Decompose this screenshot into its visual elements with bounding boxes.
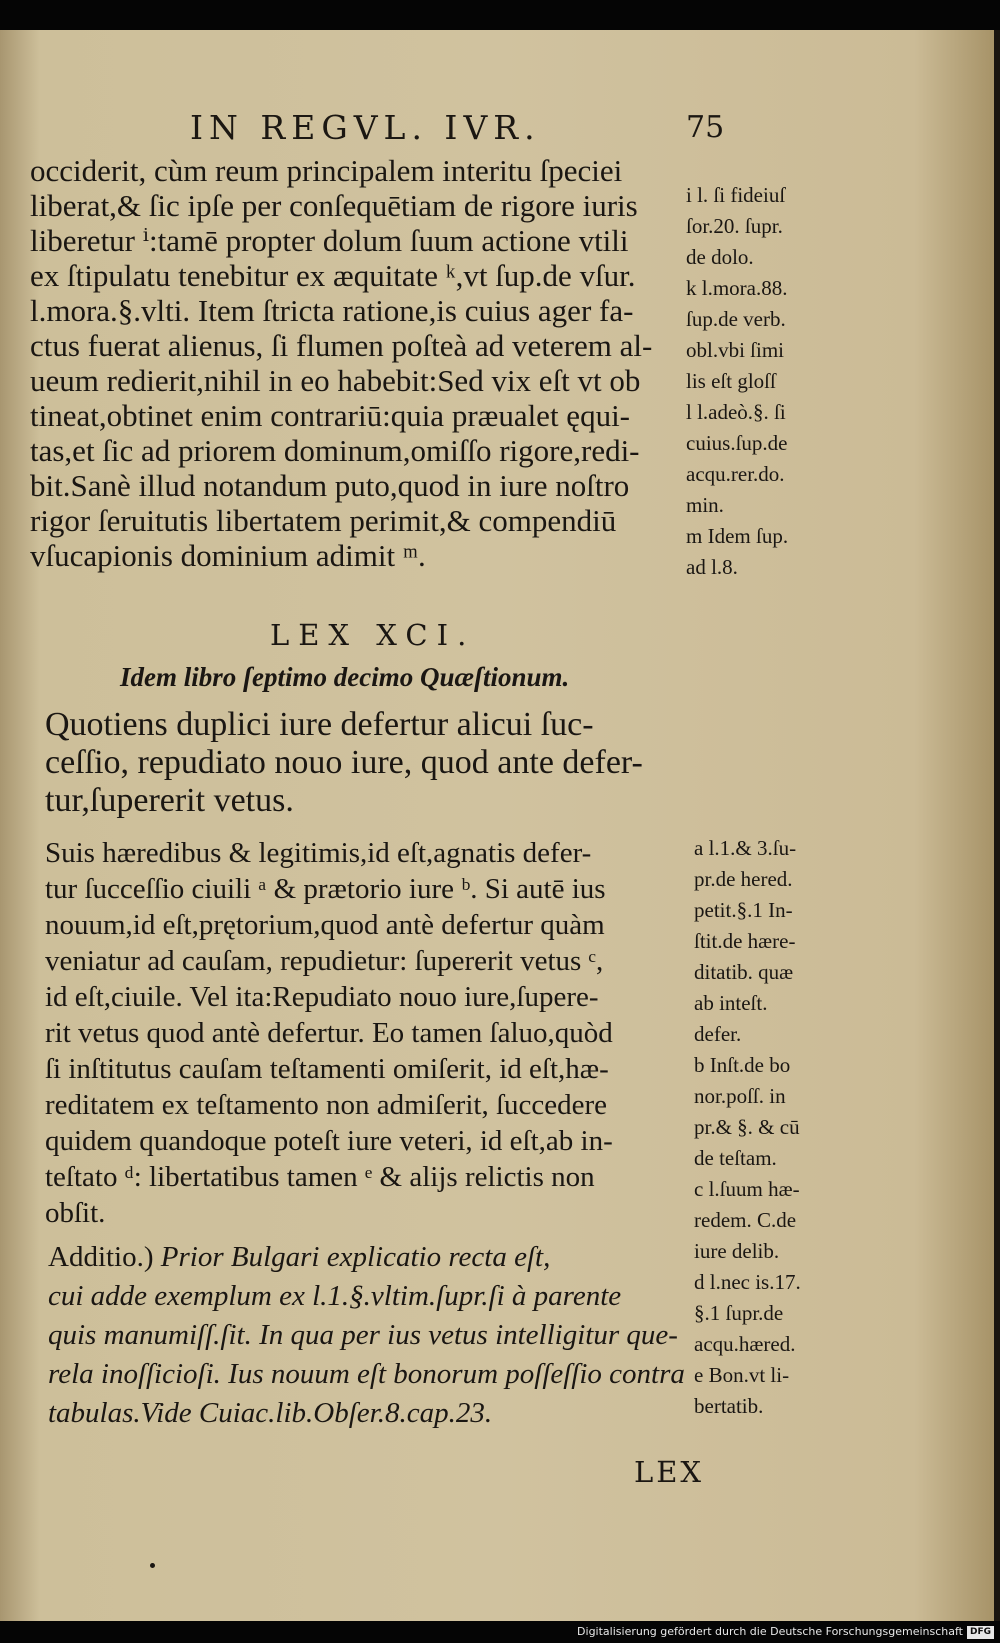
text-line: ueum redierit,nihil in eo habebit:Sed vix eſt vt ob (30, 363, 641, 398)
text-line: l.mora.§.vlti. Item ſtricta ratione,is cuius ager fa- (30, 293, 634, 328)
text-line: bit.Sanè illud notandum puto,quod in iure noſtro (30, 468, 630, 503)
commentary-line: ſi inſtitutus cauſam teſtamenti omiſerit, id eſt,hæ- (45, 1053, 609, 1085)
additio-line: rela inoſſicioſi. Ius nouum eſt bonorum poſſeſſio contra (48, 1358, 685, 1390)
book-page (0, 30, 1000, 1621)
additio-text: Prior Bulgari explicatio recta eſt, (160, 1241, 551, 1273)
marginal-note: ſup.de verb. (686, 307, 786, 331)
marginal-note: §.1 ſupr.de (694, 1301, 784, 1325)
marginal-note: petit.§.1 In- (694, 898, 793, 922)
commentary-line: veniatur ad cauſam, repudietur: ſupererit vetus ᶜ, (45, 945, 604, 977)
marginal-note: acqu.rer.do. (686, 462, 785, 486)
commentary-line: teſtato ᵈ: libertatibus tamen ᵉ & alijs relictis non (45, 1161, 595, 1193)
running-head: IN REGVL. IVR. (190, 108, 541, 147)
lex-line: Quotiens duplici iure defertur alicui ſuc- (45, 706, 594, 743)
lex-line: tur,ſupererit vetus. (45, 782, 294, 819)
marginal-notes-bottom (694, 833, 854, 1422)
marginal-note: a l.1.& 3.ſu- (694, 836, 797, 860)
marginal-note: l l.adeò.§. ſi (686, 400, 786, 424)
additio-block (48, 1238, 708, 1433)
dfg-logo: DFG (967, 1626, 994, 1639)
marginal-note: m Idem ſup. (686, 524, 789, 548)
additio-line: tabulas.Vide Cuiac.lib.Obſer.8.cap.23. (48, 1397, 493, 1429)
commentary-line: quidem quandoque poteſt iure veteri, id eſt,ab in- (45, 1125, 613, 1157)
commentary (45, 835, 705, 1231)
commentary-line: id eſt,ciuile. Vel ita:Repudiato nouo iure,ſupere- (45, 981, 599, 1013)
marginal-note: ab inteſt. (694, 991, 768, 1015)
lex-heading: LEX XCI. (270, 618, 476, 652)
text-line: liberetur ⁱ:tamē propter dolum ſuum actione vtili (30, 223, 629, 258)
lex-text (45, 706, 705, 820)
marginal-note: de dolo. (686, 245, 754, 269)
marginal-note: ſor.20. ſupr. (686, 214, 783, 238)
marginal-note: pr.de hered. (694, 867, 793, 891)
marginal-note: lis eſt gloſſ (686, 369, 776, 393)
marginal-note: k l.mora.88. (686, 276, 788, 300)
page-number: 75 (686, 110, 725, 145)
digitization-footer (577, 1624, 994, 1640)
marginal-note: ditatib. quæ (694, 960, 794, 984)
lex-subheading: Idem libro ſeptimo decimo Quæſtionum. (120, 662, 570, 692)
marginal-note: defer. (694, 1022, 742, 1046)
catchword: LEX (634, 1455, 705, 1489)
additio-line: cui adde exemplum ex l.1.§.vltim.ſupr.ſi à parente (48, 1280, 622, 1312)
commentary-line: reditatem ex teſtamento non admiſerit, ſuccedere (45, 1089, 608, 1121)
marginal-note: pr.& §. & cū (694, 1115, 800, 1139)
marginal-note: de teſtam. (694, 1146, 777, 1170)
marginal-note: obl.vbi ſimi (686, 338, 785, 362)
text-line: occiderit, cùm reum principalem interitu ſpeciei (30, 153, 623, 188)
main-text-top (30, 153, 690, 573)
marginal-note: e Bon.vt li- (694, 1363, 790, 1387)
text-line: ex ſtipulatu tenebitur ex æquitate ᵏ,vt ſup.de vſur. (30, 258, 636, 293)
marginal-note: min. (686, 493, 724, 517)
text-line: rigor ſeruitutis libertatem perimit,& compendiū (30, 503, 617, 538)
text-line: vſucapionis dominium adimit ᵐ. (30, 538, 426, 573)
marginal-note: nor.poſſ. in (694, 1084, 786, 1108)
additio-first-line (48, 1238, 708, 1277)
commentary-line: tur ſucceſſio ciuili ᵃ & prætorio iure ᵇ. Si autē ius (45, 873, 606, 905)
marginal-notes-top (686, 180, 846, 583)
marginal-note: ſtit.de hære- (694, 929, 796, 953)
marginal-note: acqu.hæred. (694, 1332, 796, 1356)
marginal-note: bertatib. (694, 1394, 764, 1418)
marginal-note: cuius.ſup.de (686, 431, 788, 455)
text-line: ctus fuerat alienus, ſi flumen poſteà ad veterem al- (30, 328, 653, 363)
marginal-note: c l.ſuum hæ- (694, 1177, 800, 1201)
marginal-note: redem. C.de (694, 1208, 797, 1232)
marginal-note: d l.nec is.17. (694, 1270, 801, 1294)
marginal-note: b Inſt.de bo (694, 1053, 791, 1077)
marginal-note: ad l.8. (686, 555, 738, 579)
commentary-line: rit vetus quod antè defertur. Eo tamen ſaluo,quòd (45, 1017, 613, 1049)
text-line: tas,et ſic ad priorem dominum,omiſſo rigore,redi- (30, 433, 640, 468)
marginal-note: iure delib. (694, 1239, 780, 1263)
text-line: liberat,& ſic ipſe per conſequētiam de rigore iuris (30, 188, 638, 223)
marginal-note: i l. ſi fideiuſ (686, 183, 786, 207)
additio-line: quis manumiſſ.ſit. In qua per ius vetus intelligitur que- (48, 1319, 678, 1351)
ink-speck (150, 1563, 155, 1568)
commentary-line: Suis hæredibus & legitimis,id eſt,agnatis defer- (45, 837, 592, 869)
text-line: tineat,obtinet enim contrariū:quia præualet ęqui- (30, 398, 631, 433)
lex-line: ceſſio, repudiato nouo iure, quod ante defer- (45, 744, 643, 781)
commentary-line: nouum,id eſt,prętorium,quod antè defertur quàm (45, 909, 605, 941)
commentary-line: obſit. (45, 1197, 106, 1229)
footer-credit: Digitalisierung gefördert durch die Deutsche Forschungsgemeinschaft (577, 1625, 963, 1638)
additio-label: Additio.) (48, 1241, 154, 1273)
